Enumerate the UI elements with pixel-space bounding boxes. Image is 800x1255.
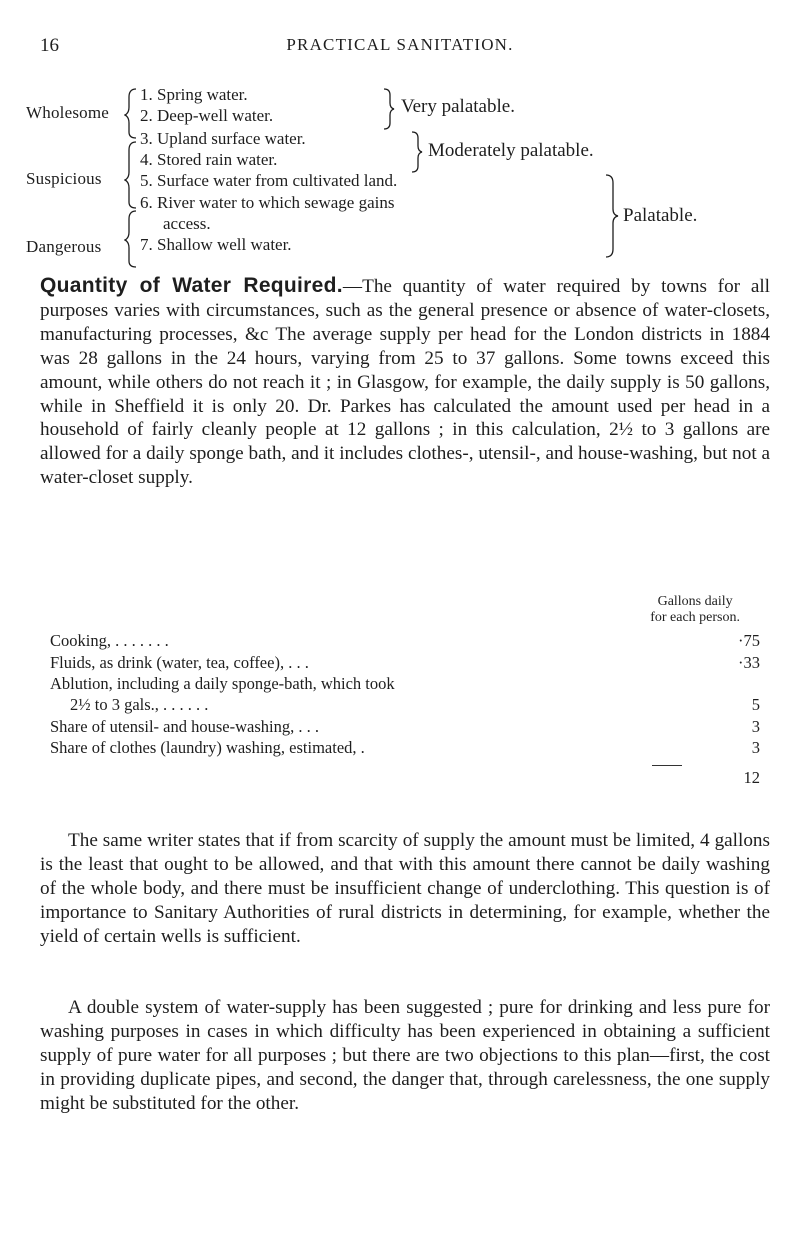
class-item-6: 6. River water to which sewage gains — [140, 193, 395, 212]
row-value: ·33 — [738, 653, 760, 672]
row-label: Ablution, including a daily sponge-bath, which took — [50, 674, 395, 693]
total-rule — [652, 765, 682, 766]
row-label: 2½ to 3 gals., . . . . . . — [70, 695, 209, 714]
right-brace-very-palatable — [382, 87, 396, 131]
right-brace-palatable — [604, 173, 620, 259]
row-label: Share of utensil- and house-washing, . . . — [50, 717, 319, 736]
paragraph-minimum-supply: The same writer states that if from scarcity of supply the amount must be limited, 4 gallons is the least that ought to be allowed, and that with this amount there cannot be daily washing of the whole body, and there must be insufficient change of underclothing. This question is of importance to Sanitary Authorities of rural districts in determining, for example, whether the yield of certain wells is sufficient. — [40, 830, 770, 947]
group-label-dangerous: Dangerous — [26, 237, 102, 256]
right-brace-moderately-palatable — [410, 130, 424, 174]
rating-moderately-palatable: Moderately palatable. — [428, 140, 594, 161]
class-item-2: 2. Deep-well water. — [140, 106, 274, 125]
left-braces — [124, 87, 138, 269]
table-header-line-2: for each person. — [650, 610, 740, 625]
running-title: PRACTICAL SANITATION. — [286, 35, 514, 54]
row-value: ·75 — [738, 631, 760, 650]
class-item-3: 3. Upland surface water. — [140, 129, 306, 148]
paragraph-double-system: A double system of water-supply has been suggested ; pure for drinking and less pure for washing purposes in cases in which difficulty has been experienced in obtaining a sufficient supply of pure water for all purposes ; but there are two objections to this plan—first, the cost in providing duplicate pipes, and second, the danger that, through carelessness, the one supply might be substituted for the other. — [40, 997, 770, 1114]
class-item-7: 7. Shallow well water. — [140, 235, 292, 254]
row-value: 3 — [751, 738, 760, 757]
rating-very-palatable: Very palatable. — [401, 96, 515, 117]
section-heading: Quantity of Water Required. — [40, 274, 343, 297]
class-item-4: 4. Stored rain water. — [140, 150, 278, 169]
row-value: 5 — [751, 695, 760, 714]
class-item-1: 1. Spring water. — [140, 85, 248, 104]
quantity-section-paragraph — [40, 274, 770, 490]
row-label: Share of clothes (laundry) washing, estimated, . — [50, 738, 365, 757]
class-item-5: 5. Surface water from cultivated land. — [140, 171, 398, 190]
group-label-suspicious: Suspicious — [26, 169, 102, 188]
row-label: Cooking, . . . . . . . — [50, 631, 169, 650]
group-label-wholesome: Wholesome — [26, 103, 109, 122]
class-item-6-cont: access. — [163, 214, 211, 233]
rating-palatable: Palatable. — [623, 205, 698, 226]
table-header-line-1: Gallons daily — [657, 594, 733, 609]
row-value: 3 — [751, 717, 760, 736]
page-number: 16 — [40, 35, 59, 56]
table-total-value: 12 — [743, 768, 760, 787]
table-header — [650, 594, 740, 626]
section-paragraph-text: —The quantity of water required by towns for all purposes varies with circumstances, such as the general presence or absence of water-closets, manufacturing processes, &c The average supply per head for the London districts in 1884 was 28 gallons in the 24 hours, varying from 25 to 37 gallons. Some towns exceed this amount, while others do not reach it ; in Glasgow, for example, the daily supply is 50 gallons, while in Sheffield it is only 20. Dr. Parkes has calculated the amount used per head in a household of fairly cleanly people at 12 gallons ; in this calculation, 2½ to 3 gallons are allowed for a daily sponge bath, and it includes clothes-, utensil-, and house-washing, but not a water-closet supply. — [40, 276, 770, 489]
row-label: Fluids, as drink (water, tea, coffee), . . . — [50, 653, 309, 672]
